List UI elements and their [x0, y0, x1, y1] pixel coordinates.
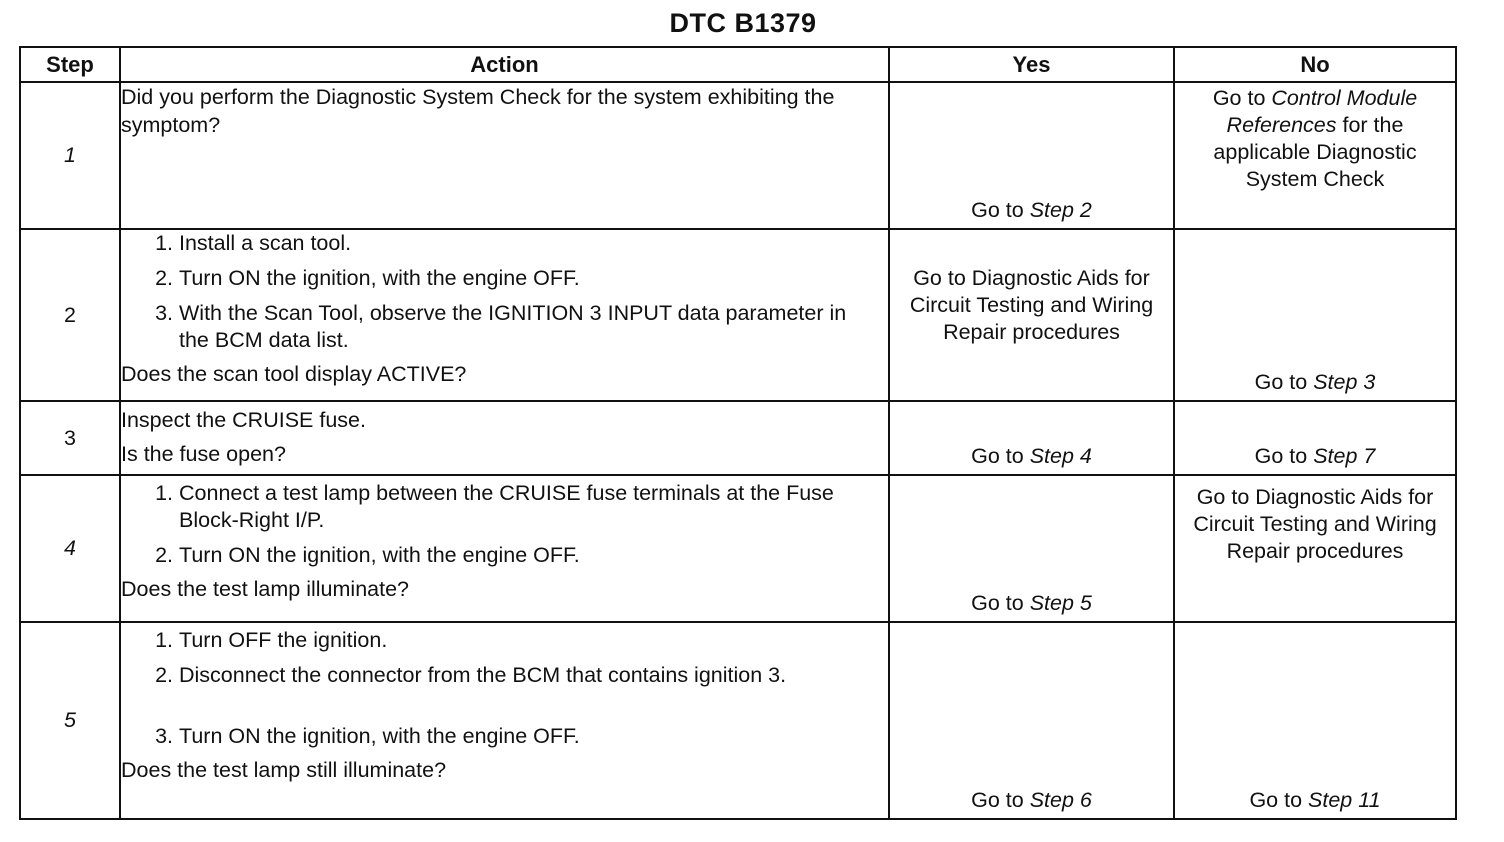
page-title: DTC B1379 — [669, 8, 817, 38]
table-header-row — [20, 47, 1456, 82]
action-cell — [120, 229, 889, 401]
no-suffix: for the applicable Diagnostic System Check — [1213, 113, 1417, 191]
action-question: Did you perform the Diagnostic System Check for the system exhibiting the symptom? — [121, 85, 835, 137]
step-number: 1 — [20, 82, 120, 229]
table-row — [20, 229, 1456, 401]
no-text: Go to Diagnostic Aids for Circuit Testing and Wiring Repair procedures — [1193, 485, 1437, 563]
no-cell — [1174, 622, 1456, 819]
no-reference-link[interactable]: Control Module References — [1226, 86, 1418, 137]
yes-step-link[interactable]: Step 2 — [1029, 198, 1092, 222]
yes-prefix: Go to — [971, 788, 1024, 812]
diagnostic-table — [19, 46, 1457, 820]
action-cell — [120, 401, 889, 475]
action-question: Does the test lamp still illuminate? — [121, 758, 447, 782]
action-item: 3. Turn ON the ignition, with the engine OFF. — [179, 723, 888, 750]
no-cell — [1174, 401, 1456, 475]
action-question: Does the test lamp illuminate? — [121, 577, 410, 601]
no-prefix: Go to — [1254, 370, 1308, 394]
action-item: 1. Install a scan tool. — [179, 230, 888, 257]
no-step-link[interactable]: Step 7 — [1313, 444, 1376, 468]
yes-step-link[interactable]: Step 5 — [1029, 591, 1092, 615]
no-step-link[interactable]: Step 3 — [1313, 370, 1376, 394]
step-number: 3 — [20, 401, 120, 475]
no-cell — [1174, 229, 1456, 401]
action-steps — [121, 480, 888, 569]
action-intro: Inspect the CRUISE fuse. — [121, 408, 366, 432]
header-no: No — [1174, 47, 1456, 82]
yes-prefix: Go to — [971, 444, 1024, 468]
action-item: 1. Connect a test lamp between the CRUISE fuse terminals at the Fuse Block-Right I/P. — [179, 480, 888, 534]
yes-cell — [889, 401, 1174, 475]
action-steps — [121, 627, 888, 750]
yes-cell — [889, 82, 1174, 229]
action-item: 2. Turn ON the ignition, with the engine OFF. — [179, 542, 888, 569]
action-item: 2. Turn ON the ignition, with the engine OFF. — [179, 265, 888, 292]
yes-step-link[interactable]: Step 6 — [1029, 788, 1092, 812]
yes-cell — [889, 475, 1174, 622]
header-step: Step — [20, 47, 120, 82]
no-prefix: Go to — [1212, 86, 1266, 110]
table-row — [20, 622, 1456, 819]
action-cell — [120, 622, 889, 819]
yes-text: Go to Diagnostic Aids for Circuit Testing and Wiring Repair procedures — [909, 265, 1154, 344]
yes-cell — [889, 622, 1174, 819]
no-step-link[interactable]: Step 11 — [1308, 788, 1381, 812]
yes-step-link[interactable]: Step 4 — [1029, 444, 1092, 468]
no-cell — [1174, 82, 1456, 229]
step-number: 5 — [20, 622, 120, 819]
yes-prefix: Go to — [971, 198, 1024, 222]
action-item: 2. Disconnect the connector from the BCM that contains ignition 3. — [179, 662, 888, 689]
yes-cell — [889, 229, 1174, 401]
action-steps — [121, 230, 888, 354]
no-prefix: Go to — [1249, 788, 1303, 812]
table-row — [20, 82, 1456, 229]
header-yes: Yes — [889, 47, 1174, 82]
yes-prefix: Go to — [971, 591, 1024, 615]
table-row — [20, 401, 1456, 475]
action-question: Is the fuse open? — [121, 442, 286, 466]
action-item: 3. With the Scan Tool, observe the IGNITION 3 INPUT data parameter in the BCM data list. — [179, 300, 888, 354]
action-item: 1. Turn OFF the ignition. — [179, 627, 888, 654]
action-cell — [120, 82, 889, 229]
no-prefix: Go to — [1254, 444, 1308, 468]
table-row — [20, 475, 1456, 622]
header-action: Action — [120, 47, 889, 82]
action-question: Does the scan tool display ACTIVE? — [121, 362, 467, 386]
action-cell — [120, 475, 889, 622]
no-cell — [1174, 475, 1456, 622]
step-number: 4 — [20, 475, 120, 622]
step-number: 2 — [20, 229, 120, 401]
